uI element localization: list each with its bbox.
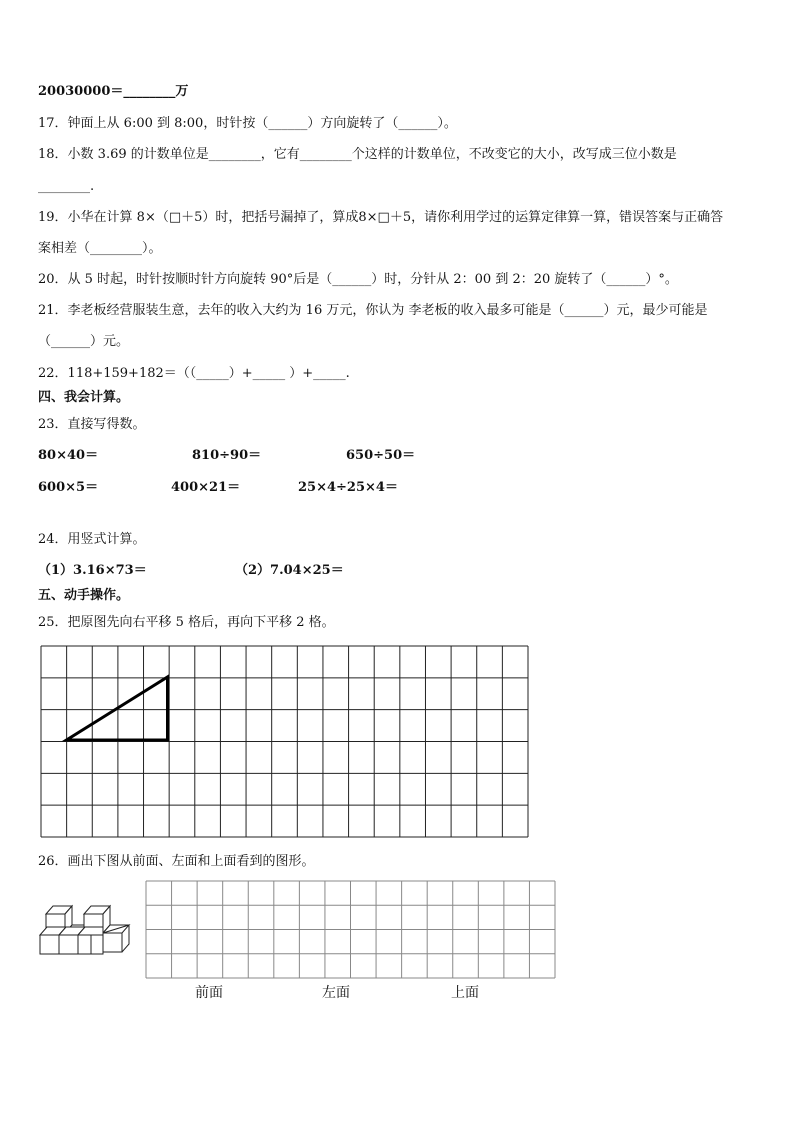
caption-front-view: 前面 (195, 985, 223, 1001)
question-21-line1: 21．李老板经营服装生意，去年的收入大约为 16 万元，你认为 李老板的收入最多可能是（______）元，最少可能是 (38, 303, 708, 318)
view-grid-svg (145, 880, 556, 979)
cube-figure (38, 900, 134, 956)
question-23: 23．直接写得数。 (38, 417, 146, 432)
expr-1: 80×40＝ (38, 448, 99, 463)
expr-2: 810÷90＝ (192, 448, 262, 463)
original-triangle (67, 677, 168, 740)
question-19-line1: 19．小华在计算 8×（□＋5）时，把括号漏掉了，算成8×□＋5，请你利用学过的运算定律算一算，错误答案与正确答 (38, 210, 724, 225)
cubes-drawing (38, 900, 134, 956)
question-26: 26．画出下图从前面、左面和上面看到的图形。 (38, 854, 315, 869)
caption-top-view: 上面 (451, 985, 479, 1001)
view-grid (145, 880, 556, 979)
translation-grid-svg (40, 645, 529, 838)
question-18-line2: ________. (38, 179, 95, 194)
question-24-part1: （1）3.16×73＝ (38, 563, 147, 578)
question-17: 17．钟面上从 6:00 到 8:00，时针按（______）方向旋转了（______）。 (38, 116, 457, 131)
section-5-heading: 五、动手操作。 (38, 588, 130, 603)
expr-4: 600×5＝ (38, 480, 99, 495)
question-24: 24．用竖式计算。 (38, 532, 146, 547)
expr-5: 400×21＝ (171, 480, 241, 495)
question-22: 22．118+159+182＝（（_____）+_____ ）+_____. (38, 366, 350, 381)
expr-3: 650÷50＝ (346, 448, 416, 463)
line-conversion: 20030000＝________万 (38, 84, 189, 99)
translation-grid (40, 645, 529, 838)
expr-6: 25×4÷25×4＝ (298, 480, 398, 495)
question-21-line2: （______）元。 (38, 334, 130, 349)
question-25: 25．把原图先向右平移 5 格后，再向下平移 2 格。 (38, 615, 335, 630)
view-grid-lines (146, 881, 555, 978)
question-24-part2: （2）7.04×25＝ (235, 563, 344, 578)
caption-left-view: 左面 (322, 985, 350, 1001)
section-4-heading: 四、我会计算。 (38, 390, 130, 405)
question-19-line2: 案相差（________）。 (38, 241, 162, 256)
question-18-line1: 18．小数 3.69 的计数单位是________，它有________个这样的计数单位，不改变它的大小，改写成三位小数是 (38, 147, 677, 162)
question-20: 20．从 5 时起，时针按顺时针方向旋转 90°后是（______）时，分针从 2：00 到 2：20 旋转了（______）°。 (38, 272, 678, 287)
